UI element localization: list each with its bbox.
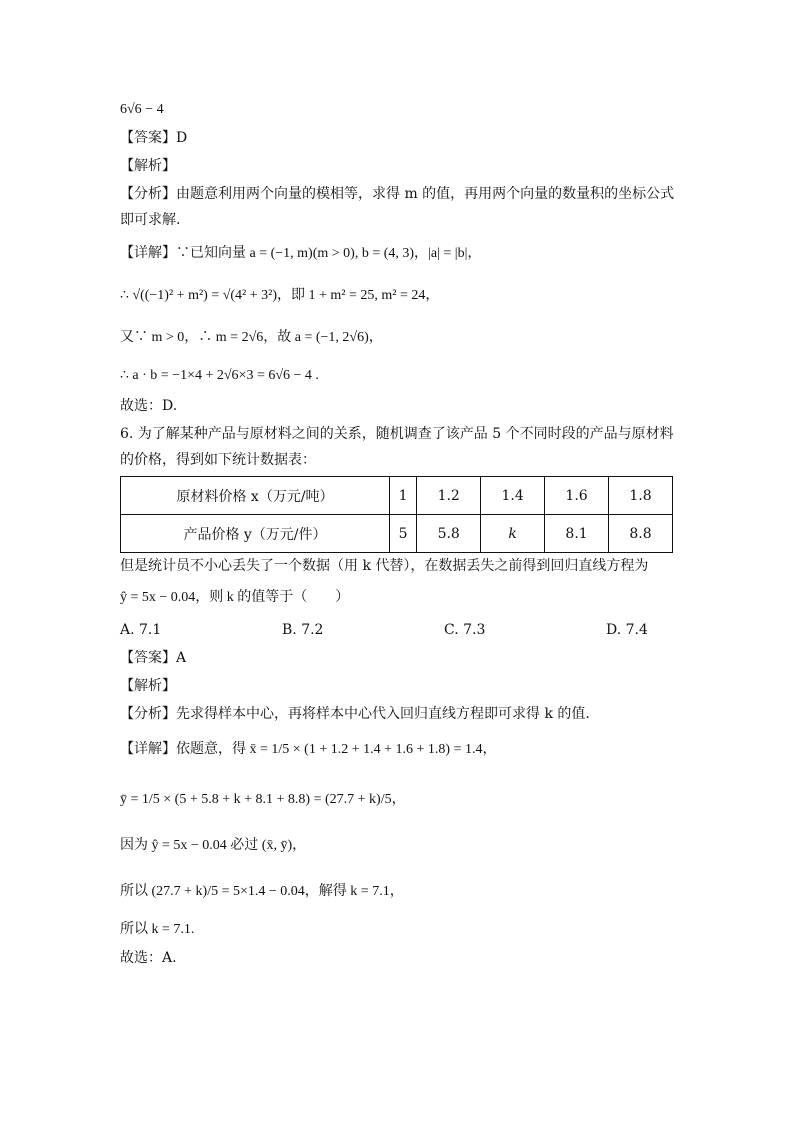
analysis-heading: 【解析】	[120, 158, 176, 174]
detail-6-line-5: 所以 k = 7.1.	[120, 922, 195, 937]
table-cell: 1.6	[545, 477, 609, 515]
table-row	[121, 477, 673, 515]
row-label-y: 产品价格 y（万元/件）	[121, 515, 390, 553]
conclusion-line-6: 故选：A.	[120, 950, 177, 966]
detail-6-line-4: 所以 (27.7 + k)/5 = 5×1.4 − 0.04，解得 k = 7.1，	[120, 884, 404, 899]
question-6-stem: 6. 为了解某种产品与原材料之间的关系，随机调查了该产品 5 个不同时段的产品与原材料	[120, 426, 674, 442]
option-b: B. 7.2	[282, 622, 324, 638]
answer-line-6: 【答案】A	[120, 650, 187, 666]
detail-line-3: 又∵ m > 0，∴ m = 2√6，故 a = (−1, 2√6)，	[120, 330, 383, 345]
conclusion-line: 故选：D.	[120, 398, 178, 414]
fenxi-line-2: 即可求解.	[120, 212, 181, 228]
data-table	[120, 476, 673, 553]
detail-6-line-1: 【详解】依题意，得 x̄ = 1/5 × (1 + 1.2 + 1.4 + 1.6 + 1.8) = 1.4，	[120, 742, 497, 757]
option-d-text: 6√6 − 4	[120, 102, 164, 117]
option-d-expression	[120, 100, 164, 120]
table-cell: 1.2	[417, 477, 481, 515]
table-cell: 1.4	[481, 477, 545, 515]
table-cell: 5.8	[417, 515, 481, 553]
question-6-stem-2: 的价格，得到如下统计数据表：	[120, 452, 316, 468]
option-a: A. 7.1	[120, 622, 162, 638]
fenxi-line: 【分析】由题意利用两个向量的模相等，求得 m 的值，再用两个向量的数量积的坐标公式	[120, 186, 675, 202]
analysis-heading-6: 【解析】	[120, 678, 176, 694]
table-cell: 5	[390, 515, 417, 553]
table-cell: 8.1	[545, 515, 609, 553]
detail-line-4: ∴ a · b = −1×4 + 2√6×3 = 6√6 − 4 .	[120, 368, 319, 383]
table-cell: 1.8	[609, 477, 673, 515]
question-6-stem-4: ŷ = 5x − 0.04，则 k 的值等于（ ）	[120, 590, 350, 605]
detail-6-line-2: ȳ = 1/5 × (5 + 5.8 + k + 8.1 + 8.8) = (27.7 + k)/5，	[120, 792, 406, 807]
fenxi-line-6: 【分析】先求得样本中心，再将样本中心代入回归直线方程即可求得 k 的值.	[120, 706, 590, 722]
option-d: D. 7.4	[606, 622, 648, 638]
answer-line: 【答案】D	[120, 130, 188, 146]
option-c: C. 7.3	[444, 622, 486, 638]
detail-line-1: 【详解】∵已知向量 a = (−1, m)(m > 0), b = (4, 3)，|a| = |b|，	[120, 246, 482, 261]
table-cell: k	[481, 515, 545, 553]
table-row	[121, 515, 673, 553]
question-6-stem-3: 但是统计员不小心丢失了一个数据（用 k 代替），在数据丢失之前得到回归直线方程为	[120, 558, 649, 574]
row-label-x: 原材料价格 x（万元/吨）	[121, 477, 390, 515]
detail-line-2: ∴ √((−1)² + m²) = √(4² + 3²)，即 1 + m² = 25, m² = 24，	[120, 288, 440, 303]
table-cell: 8.8	[609, 515, 673, 553]
detail-6-line-3: 因为 ŷ = 5x − 0.04 必过 (x̄, ȳ)，	[120, 838, 307, 853]
table-cell: 1	[390, 477, 417, 515]
